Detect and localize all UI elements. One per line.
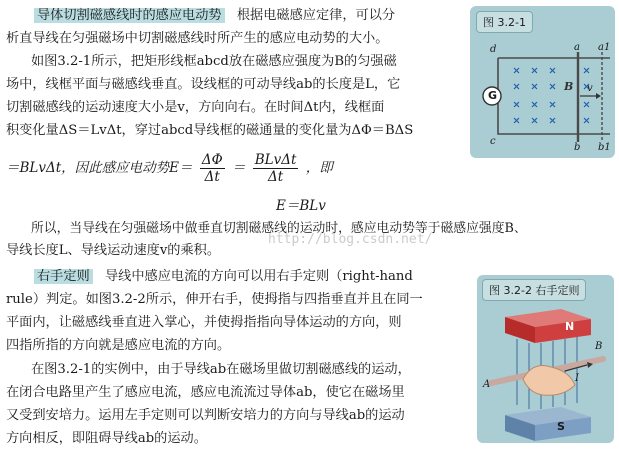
point-a-label: a bbox=[574, 42, 580, 53]
rod-end-b-label: B bbox=[595, 341, 603, 352]
section2-heading: 右手定则 bbox=[34, 269, 93, 284]
fraction-numerator: BLvΔt bbox=[254, 152, 297, 168]
watermark-url: http://blog.csdn.net/ bbox=[268, 232, 433, 247]
section2-line-2: 平面内，让磁感线垂直进入掌心，并使拇指指向导体运动的方向，则 bbox=[6, 315, 402, 330]
fraction-blvdt-dt bbox=[253, 152, 299, 185]
formula-equals: ＝ bbox=[231, 160, 246, 176]
point-d-label: d bbox=[490, 44, 497, 55]
fraction-denominator: Δt bbox=[268, 169, 284, 185]
south-pole-label: S bbox=[557, 420, 565, 433]
section2-line-6: 又受到安培力。运用左手定则可以判断安培力的方向与导线ab的运动 bbox=[6, 408, 405, 423]
section2-line-1: rule）判定。如图3.2-2所示，伸开右手，使拇指与四指垂直并且在同一 bbox=[6, 292, 423, 307]
section1-line-3: 场中，线框平面与磁感线垂直。设线框的可动导线ab的长度是L，它 bbox=[6, 77, 401, 92]
figure1-label: 图 3.2-1 bbox=[476, 11, 533, 33]
fraction-numerator: ΔΦ bbox=[201, 152, 223, 168]
section1-line-5: 积变化量ΔS＝LvΔt，穿过abcd导线框的磁通量的变化量为ΔΦ＝BΔS bbox=[6, 123, 414, 138]
figure2-diagram bbox=[477, 275, 614, 443]
point-c-label: c bbox=[490, 136, 496, 147]
conclusion-line-1: 导线长度L、导线运动速度v的乘积。 bbox=[6, 243, 221, 258]
formula-prefix: ＝BLvΔt，因此感应电动势E＝ bbox=[6, 160, 193, 176]
point-b-label: b bbox=[574, 142, 581, 153]
field-b-label: B bbox=[564, 80, 574, 93]
figure2-label: 图 3.2-2 右手定则 bbox=[482, 279, 586, 301]
section1-line-1: 析直导线在匀强磁场中切割磁感线时所产生的感应电动势的大小。 bbox=[6, 31, 389, 46]
section2-line-4: 在图3.2-1的实例中，由于导线ab在磁场里做切割磁感线的运动， bbox=[31, 362, 411, 377]
galvanometer-icon: G bbox=[488, 89, 498, 102]
section1-line-2: 如图3.2-1所示，把矩形线框abcd放在磁感应强度为B的匀强磁 bbox=[31, 54, 397, 69]
section1-line-0: 根据电磁感应定律，可以分 bbox=[236, 8, 396, 23]
section1-first-line bbox=[34, 8, 395, 24]
fraction-dphi-dt bbox=[200, 152, 225, 185]
section2-line-7: 方向相反，即阻碍导线ab的运动。 bbox=[6, 431, 207, 446]
section1-heading: 导体切割磁感线时的感应电动势 bbox=[34, 8, 225, 23]
emf-formula-line bbox=[6, 152, 333, 185]
figure-3-2-2 bbox=[477, 275, 614, 443]
conclusion-line-0: 所以，当导线在匀强磁场中做垂直切割磁感线的运动时，感应电动势等于磁感应强度B、 bbox=[31, 221, 527, 236]
current-i-label: I bbox=[575, 373, 579, 384]
figure-3-2-1 bbox=[470, 6, 615, 158]
point-b1-label: b1 bbox=[598, 142, 611, 153]
north-pole-label: N bbox=[565, 320, 575, 333]
point-a1-label: a1 bbox=[598, 42, 611, 53]
section2-first-line bbox=[34, 269, 413, 285]
formula-suffix: ，即 bbox=[305, 160, 333, 176]
section1-line-4: 切割磁感线的运动速度大小是v，方向向右。在时间Δt内，线框面 bbox=[6, 100, 385, 115]
result-formula: E＝BLv bbox=[276, 198, 326, 214]
rod-end-a-label: A bbox=[483, 379, 491, 390]
velocity-v-label: v bbox=[587, 83, 593, 94]
section2-line-5: 在闭合电路里产生了感应电流，感应电流流过导体ab，使它在磁场里 bbox=[6, 385, 405, 400]
fraction-denominator: Δt bbox=[204, 169, 220, 185]
section2-line-0: 导线中感应电流的方向可以用右手定则（right-hand bbox=[104, 269, 413, 284]
section2-line-3: 四指所指的方向就是感应电流的方向。 bbox=[6, 338, 231, 353]
